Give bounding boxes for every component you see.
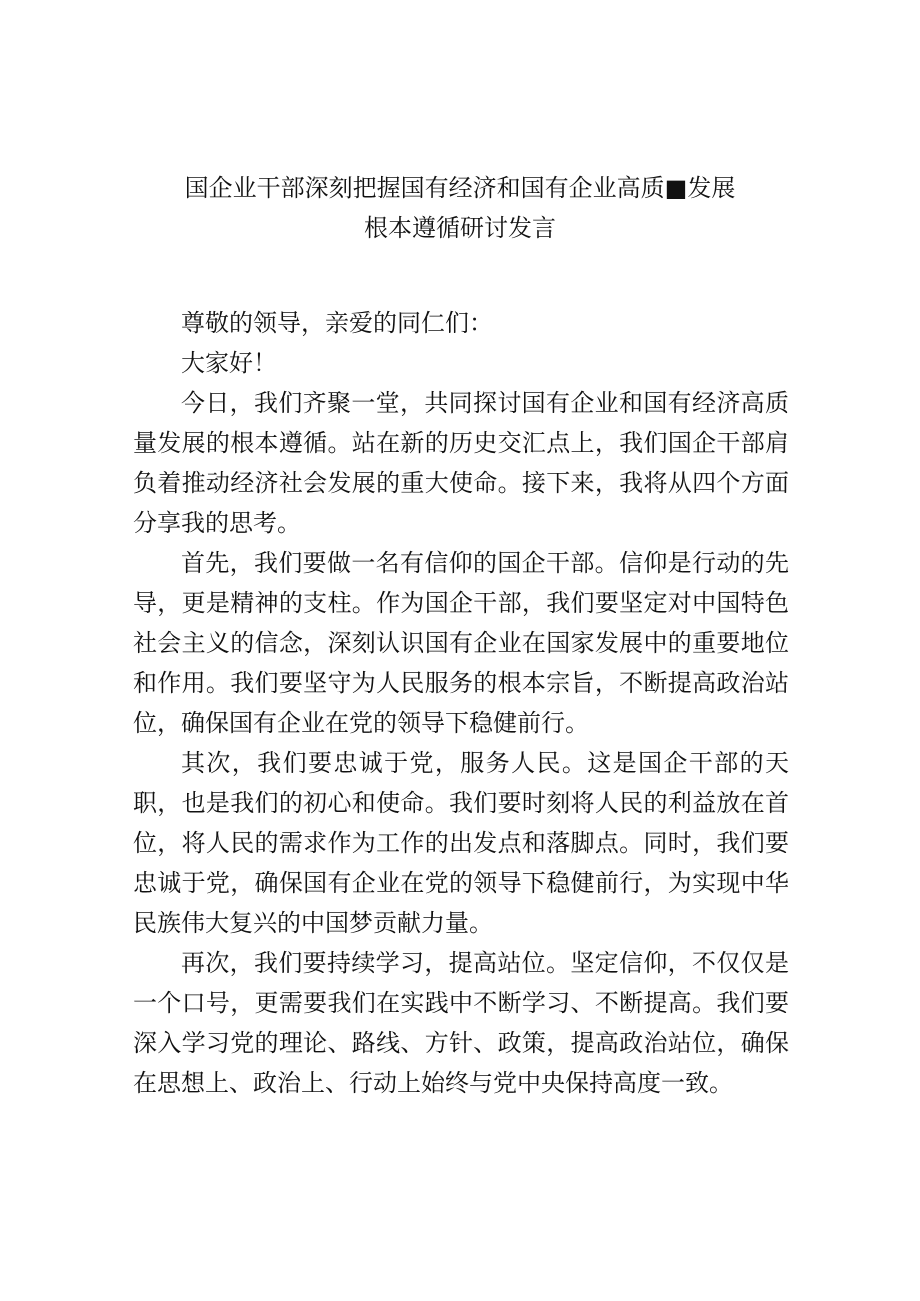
paragraph-intro: 今日，我们齐聚一堂，共同探讨国有企业和国有经济高质量发展的根本遵循。站在新的历史交汇点上，我们国企干部肩负着推动经济社会发展的重大使命。接下来，我将从四个方面分享我的思考。: [133, 389, 789, 537]
document-body: [133, 303, 789, 1103]
document-title: [0, 168, 920, 248]
greeting: 大家好！: [181, 349, 277, 377]
paragraph-second-point: 其次，我们要忠诚于党，服务人民。这是国企干部的天职，也是我们的初心和使命。我们要时刻将人民的利益放在首位，将人民的需求作为工作的出发点和落脚点。同时，我们要忠诚于党，确保国有企业在党的领导下稳健前行，为实现中华民族伟大复兴的中国梦贡献力量。: [133, 749, 789, 937]
paragraph-first-point: 首先，我们要做一名有信仰的国企干部。信仰是行动的先导，更是精神的支柱。作为国企干部，我们要坚定对中国特色社会主义的信念，深刻认识国有企业在国家发展中的重要地位和作用。我们要坚守为人民服务的根本宗旨，不断提高政治站位，确保国有企业在党的领导下稳健前行。: [133, 549, 789, 737]
title-line-1: 国企业干部深刻把握国有经济和国有企业高质■发展: [184, 174, 736, 202]
title-line-2: 根本遵循研讨发言: [364, 214, 556, 242]
salutation: 尊敬的领导，亲爱的同仁们：: [181, 309, 493, 337]
paragraph-third-point: 再次，我们要持续学习，提高站位。坚定信仰，不仅仅是一个口号，更需要我们在实践中不断学习、不断提高。我们要深入学习党的理论、路线、方针、政策，提高政治站位，确保在思想上、政治上、行动上始终与党中央保持高度一致。: [133, 949, 789, 1097]
